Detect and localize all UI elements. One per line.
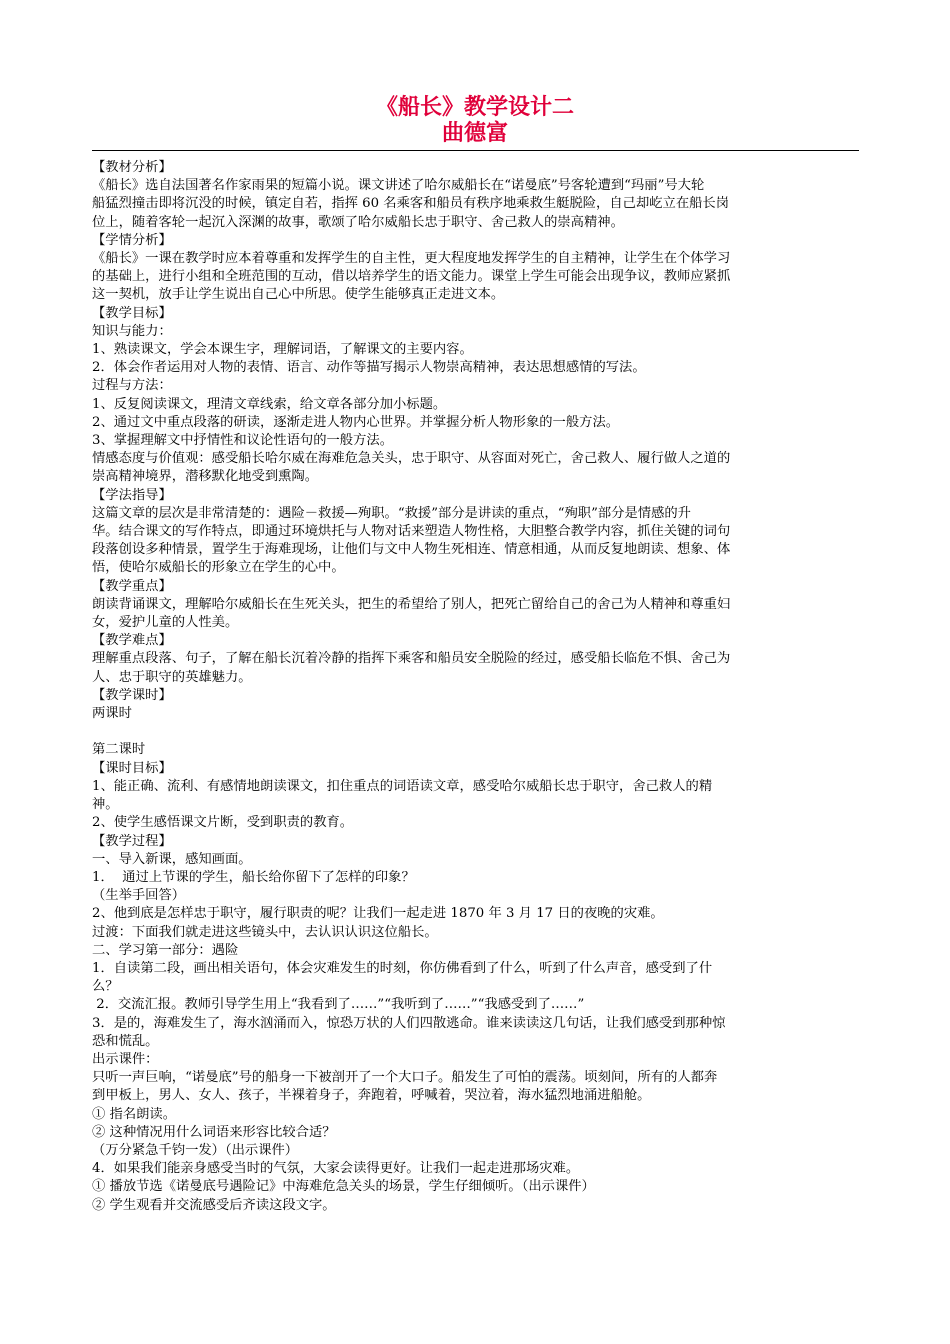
body-line: ① 播放节选《诺曼底号遇险记》中海难危急关头的场景，学生仔细倾听。（出示课件） — [92, 1179, 595, 1195]
body-line: 一、导入新课，感知画面。 — [92, 851, 252, 867]
body-line: 4．如果我们能亲身感受当时的气氛，大家会读得更好。让我们一起走进那场灾难。 — [92, 1161, 580, 1177]
body-line: 崇高精神境界，潜移默化地受到熏陶。 — [92, 469, 319, 485]
body-line: 《船长》一课在教学时应本着尊重和发挥学生的自主性，更大程度地发挥学生的自主精神，让学生在个体学习 — [92, 251, 731, 267]
body-line: 朗读背诵课文，理解哈尔威船长在生死关头，把生的希望给了别人，把死亡留给自己的舍己为人精神和尊重妇 — [92, 596, 731, 612]
body-line: 【教学目标】 — [92, 305, 172, 321]
body-line: 2．体会作者运用对人物的表情、语言、动作等描写揭示人物崇高精神，表达思想感情的写法。 — [92, 360, 646, 376]
body-line: 出示课件： — [92, 1051, 159, 1067]
body-line: 人、忠于职守的英雄魅力。 — [92, 669, 252, 685]
body-line: 情感态度与价值观：感受船长哈尔威在海难危急关头，忠于职守、从容面对死亡，舍己救人、履行做人之道的 — [92, 451, 731, 467]
document-body — [92, 159, 862, 1215]
body-line: 2、使学生感悟课文片断，受到职责的教育。 — [92, 815, 354, 831]
body-line: 2、通过文中重点段落的研读，逐渐走进人物内心世界。并掌握分析人物形象的一般方法。 — [92, 414, 620, 430]
body-line: 这一契机，放手让学生说出自己心中所思。使学生能够真正走进文本。 — [92, 287, 505, 303]
body-line: 【课时目标】 — [92, 760, 172, 776]
body-line: 过渡：下面我们就走进这些镜头中，去认识认识这位船长。 — [92, 924, 438, 940]
body-line: 1、反复阅读课文，理清文章线索，给文章各部分加小标题。 — [92, 396, 447, 412]
body-line: 两课时 — [92, 706, 132, 722]
document-title: 《船长》教学设计二 — [375, 95, 574, 120]
body-line: 的基础上，进行小组和全班范围的互动，借以培养学生的语文能力。课堂上学生可能会出现争议，教师应紧抓 — [92, 269, 731, 285]
body-line: 女，爱护儿童的人性美。 — [92, 615, 239, 631]
body-line: 1．自读第二段，画出相关语句，体会灾难发生的时刻，你仿佛看到了什么，听到了什么声音，感受到了什 — [92, 960, 713, 976]
body-line: 神。 — [92, 797, 119, 813]
body-line: 【学法指导】 — [92, 487, 172, 503]
body-line: （生举手回答） — [92, 888, 186, 904]
body-line: ② 这种情况用什么词语来形容比较合适？ — [92, 1124, 336, 1140]
title-divider — [92, 150, 859, 151]
body-line: 《船长》选自法国著名作家雨果的短篇小说。课文讲述了哈尔威船长在“诺曼底”号客轮遭到“玛丽”号大轮 — [92, 178, 705, 194]
body-line: 第二课时 — [92, 742, 146, 758]
body-line: 2．交流汇报。教师引导学生用上“我看到了……”“我听到了……”“我感受到了……” — [92, 997, 585, 1013]
body-line: 华。结合课文的写作特点，即通过环境烘托与人物对话来塑造人物性格，大胆整合教学内容，抓住关键的词句 — [92, 524, 731, 540]
body-line: 知识与能力： — [92, 323, 172, 339]
body-line: 3．是的，海难发生了，海水汹涌而入，惊恐万状的人们四散逃命。谁来读读这几句话，让我们感受到那种惊 — [92, 1015, 726, 1031]
body-line: 1、能正确、流利、有感情地朗读课文，扣住重点的词语读文章，感受哈尔威船长忠于职守，舍己救人的精 — [92, 778, 713, 794]
body-line: 【教材分析】 — [92, 160, 172, 175]
body-line: 这篇文章的层次是非常清楚的：遇险－救援—殉职。“救援”部分是讲读的重点，“殉职”部分是情感的升 — [92, 505, 691, 521]
body-line: 【学情分析】 — [92, 232, 172, 248]
body-line: 【教学课时】 — [92, 687, 172, 703]
body-line: 只听一声巨响，“诺曼底”号的船身一下被剖开了一个大口子。船发生了可怕的震荡。顷刻间，所有的人都奔 — [92, 1070, 718, 1086]
body-line: 1． 通过上节课的学生，船长给你留下了怎样的印象？ — [92, 869, 415, 885]
body-line: 位上，随着客轮一起沉入深渊的故事，歌颂了哈尔威船长忠于职守、舍己救人的崇高精神。 — [92, 214, 624, 230]
body-line: （万分紧急千钧一发）（出示课件） — [92, 1142, 299, 1158]
body-line: 恐和慌乱。 — [92, 1033, 159, 1049]
body-line: 悟，使哈尔威船长的形象立在学生的心中。 — [92, 560, 345, 576]
body-line: ② 学生观看并交流感受后齐读这段文字。 — [92, 1197, 336, 1213]
body-line: 过程与方法： — [92, 378, 172, 394]
body-line: ① 指名朗读。 — [92, 1106, 177, 1122]
document-author: 曲德富 — [441, 121, 508, 146]
body-line: 理解重点段落、句子，了解在船长沉着冷静的指挥下乘客和船员安全脱险的经过，感受船长临危不惧、舍己为 — [92, 651, 731, 667]
blank-line — [92, 723, 862, 741]
body-line: 段落创设多种情景，置学生于海难现场，让他们与文中人物生死相连、情意相通，从而反复地朗读、想象、体 — [92, 542, 731, 558]
body-line: 到甲板上，男人、女人、孩子，半裸着身子，奔跑着，呼喊着，哭泣着，海水猛烈地涌进船舱。 — [92, 1088, 651, 1104]
body-line: 二、学习第一部分：遇险 — [92, 942, 239, 958]
body-line: 船猛烈撞击即将沉没的时候，镇定自若，指挥 60 名乘客和船员有秩序地乘救生艇脱险，自己却屹立在船长岗 — [92, 196, 730, 212]
body-line: 【教学重点】 — [92, 578, 172, 594]
body-line: 【教学过程】 — [92, 833, 172, 849]
body-line: 【教学难点】 — [92, 633, 172, 649]
body-line: 3、掌握理解文中抒情性和议论性语句的一般方法。 — [92, 433, 393, 449]
body-line: 2、他到底是怎样忠于职守，履行职责的呢？让我们一起走进 1870 年 3 月 17 日的夜晚的灾难。 — [92, 906, 664, 922]
body-line: 么？ — [92, 979, 119, 995]
body-line: 1、熟读课文，学会本课生字，理解词语，了解课文的主要内容。 — [92, 342, 473, 358]
